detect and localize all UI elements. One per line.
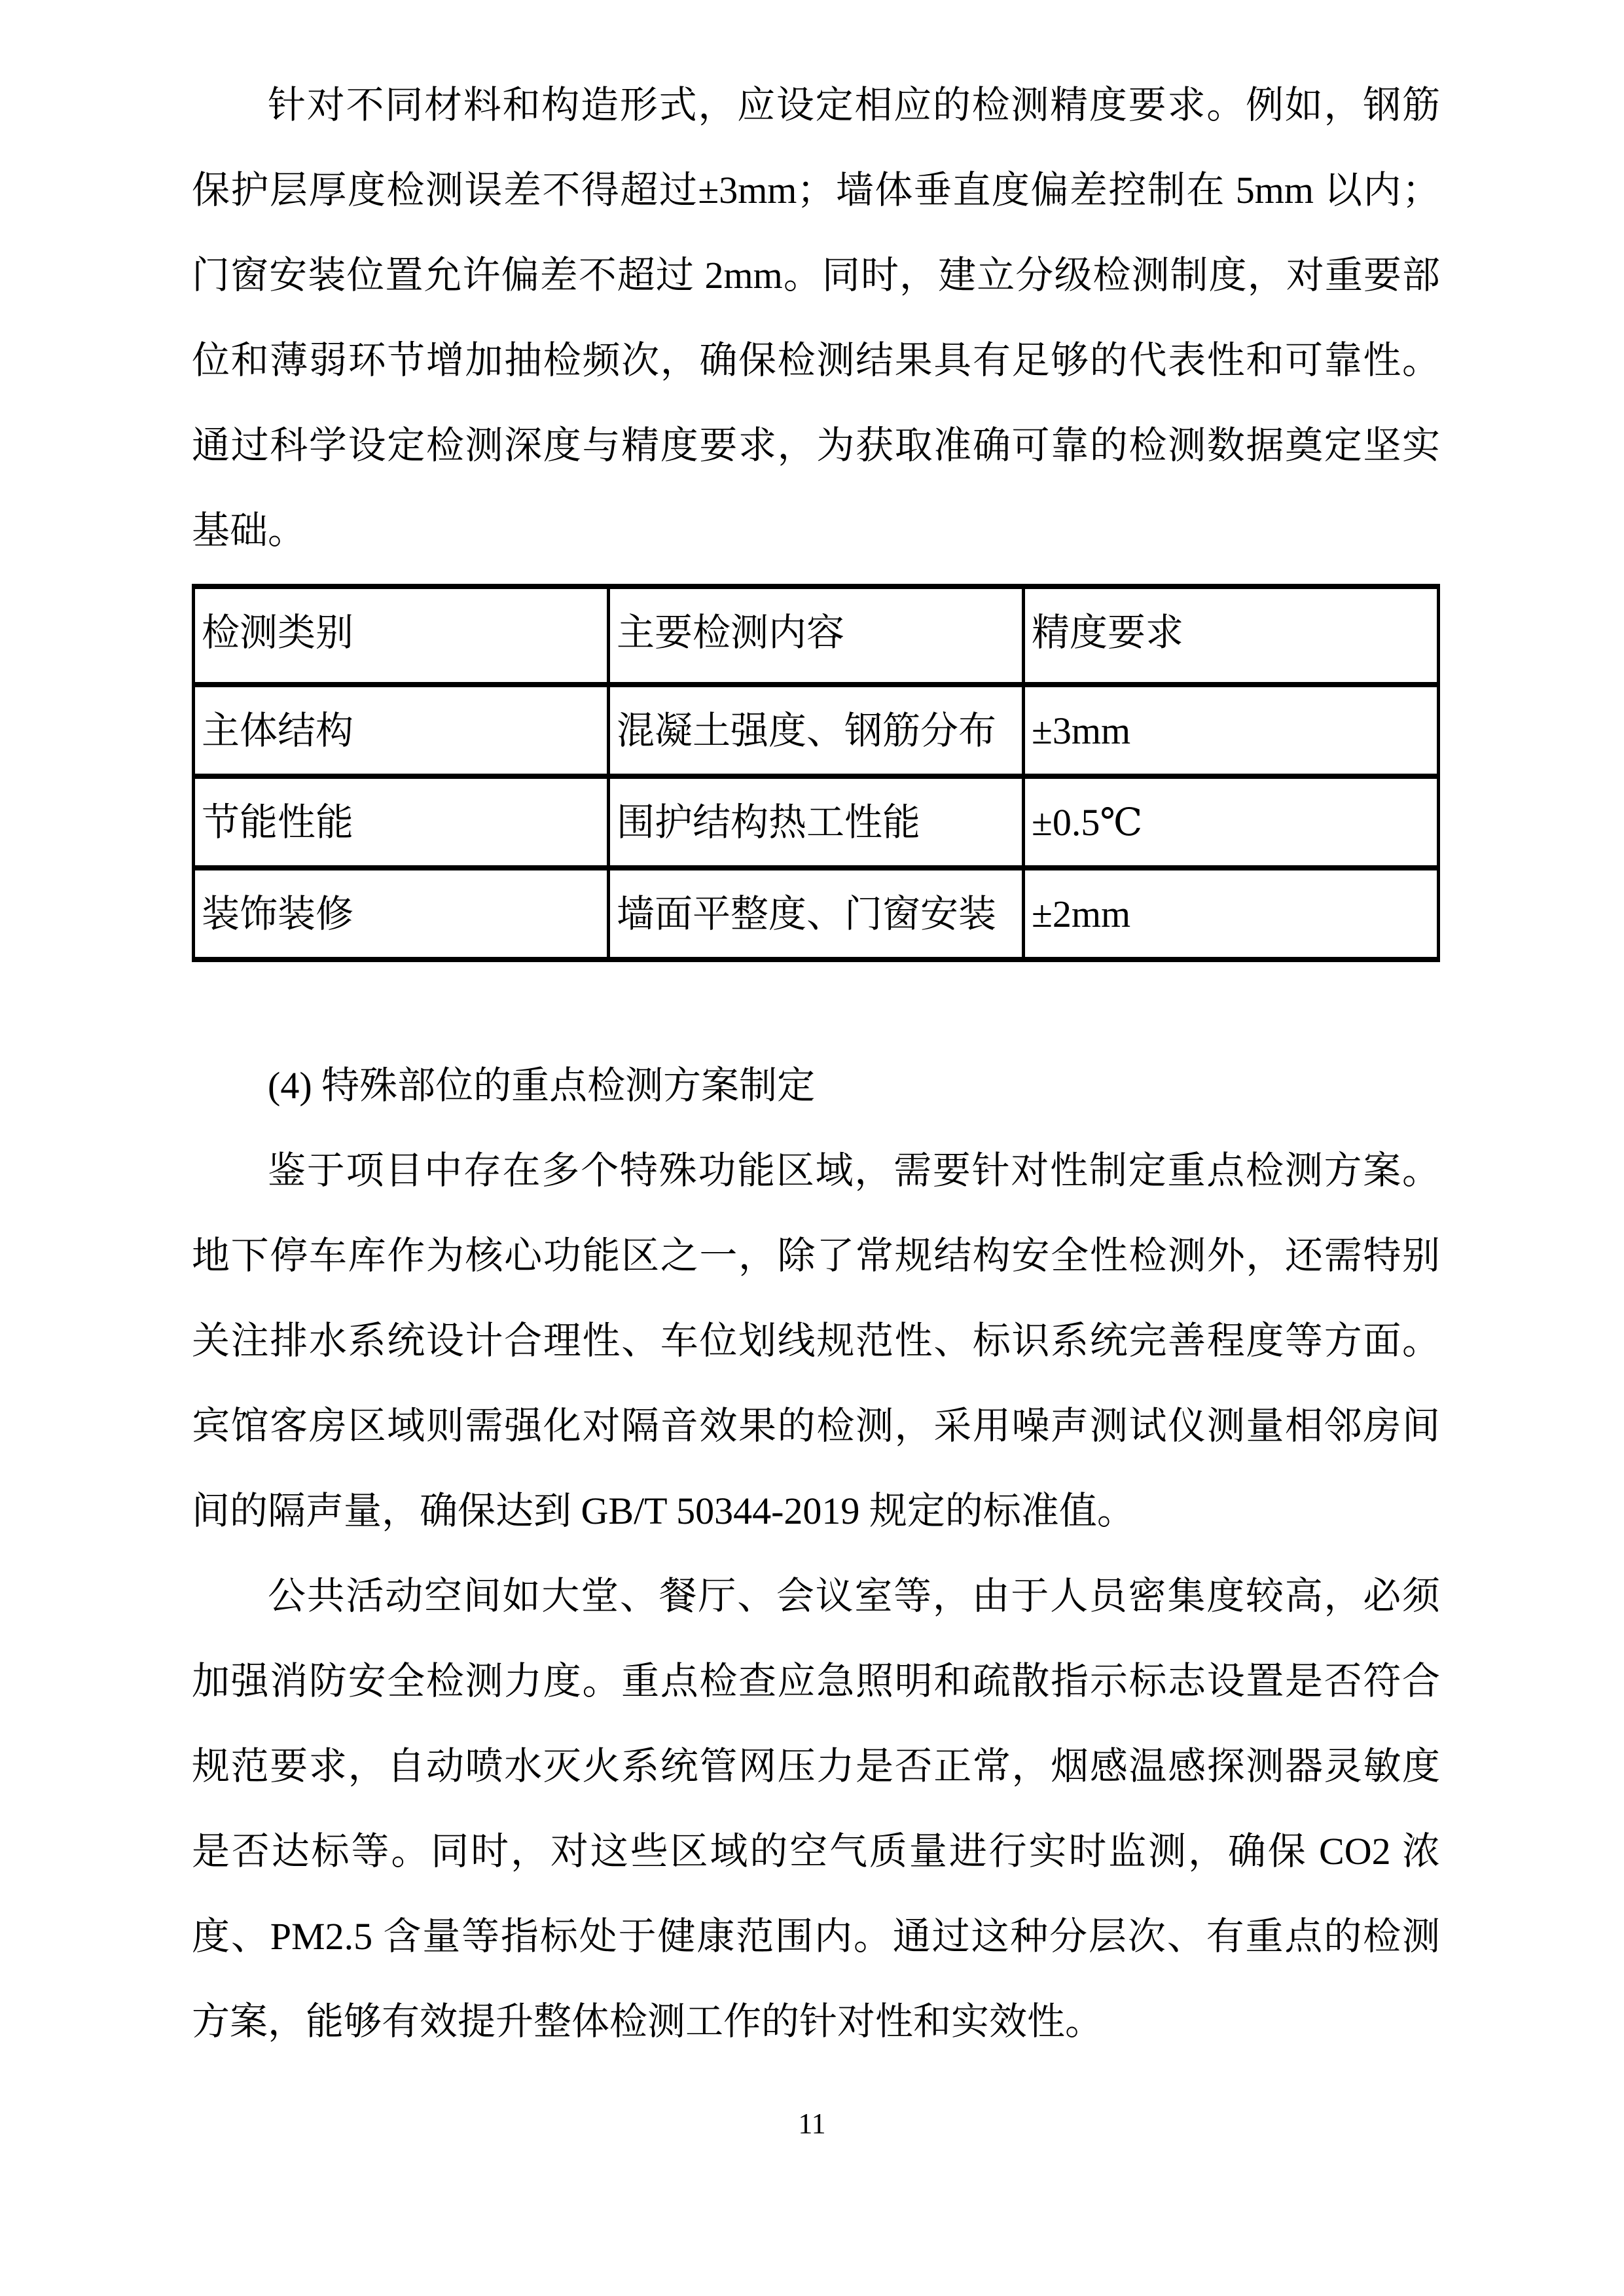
table-header-precision: 精度要求 — [1024, 586, 1439, 685]
table-cell-category: 装饰装修 — [194, 868, 609, 960]
page-number: 11 — [798, 2108, 826, 2140]
table-cell-content: 围护结构热工性能 — [609, 776, 1024, 868]
table-row-structure — [194, 685, 1439, 776]
table-cell-content: 墙面平整度、门窗安装 — [609, 868, 1024, 960]
table-cell-precision: ±0.5℃ — [1024, 776, 1439, 868]
table-cell-precision: ±3mm — [1024, 685, 1439, 776]
table-row-energy — [194, 776, 1439, 868]
precision-requirements-table — [192, 584, 1440, 962]
paragraph-detection-precision: 针对不同材料和构造形式，应设定相应的检测精度要求。例如，钢筋保护层厚度检测误差不得超过±3mm；墙体垂直度偏差控制在 5mm 以内；门窗安装位置允许偏差不超过 2mm。同时，建立分级检测制度，对重要部位和薄弱环节增加抽检频次，确保检测结果具有足够的代表性和可靠性。通过科学设定检测深度与精度要求，为获取准确可靠的检测数据奠定坚实基础。 — [192, 84, 1440, 552]
table-cell-precision: ±2mm — [1024, 868, 1439, 960]
table-cell-content: 混凝土强度、钢筋分布 — [609, 685, 1024, 776]
paragraph-public-spaces: 公共活动空间如大堂、餐厅、会议室等，由于人员密集度较高，必须加强消防安全检测力度。重点检查应急照明和疏散指示标志设置是否符合规范要求，自动喷水灭火系统管网压力是否正常，烟感温感探测器灵敏度是否达标等。同时，对这些区域的空气质量进行实时监测，确保 CO2 浓度、PM2.5 含量等指标处于健康范围内。通过这种分层次、有重点的检测方案，能够有效提升整体检测工作的针对性和实效性。 — [192, 1575, 1440, 2043]
table-header-category: 检测类别 — [194, 586, 609, 685]
section-heading-4: (4) 特殊部位的重点检测方案制定 — [268, 1064, 816, 1107]
table-header-content: 主要检测内容 — [609, 586, 1024, 685]
table-cell-category: 节能性能 — [194, 776, 609, 868]
table-cell-category: 主体结构 — [194, 685, 609, 776]
table-header-row — [194, 586, 1439, 685]
paragraph-special-areas: 鉴于项目中存在多个特殊功能区域，需要针对性制定重点检测方案。地下停车库作为核心功能区之一，除了常规结构安全性检测外，还需特别关注排水系统设计合理性、车位划线规范性、标识系统完善程度等方面。宾馆客房区域则需强化对隔音效果的检测，采用噪声测试仪测量相邻房间间的隔声量，确保达到 GB/T 50344-2019 规定的标准值。 — [192, 1149, 1440, 1532]
table-row-decoration — [194, 868, 1439, 960]
